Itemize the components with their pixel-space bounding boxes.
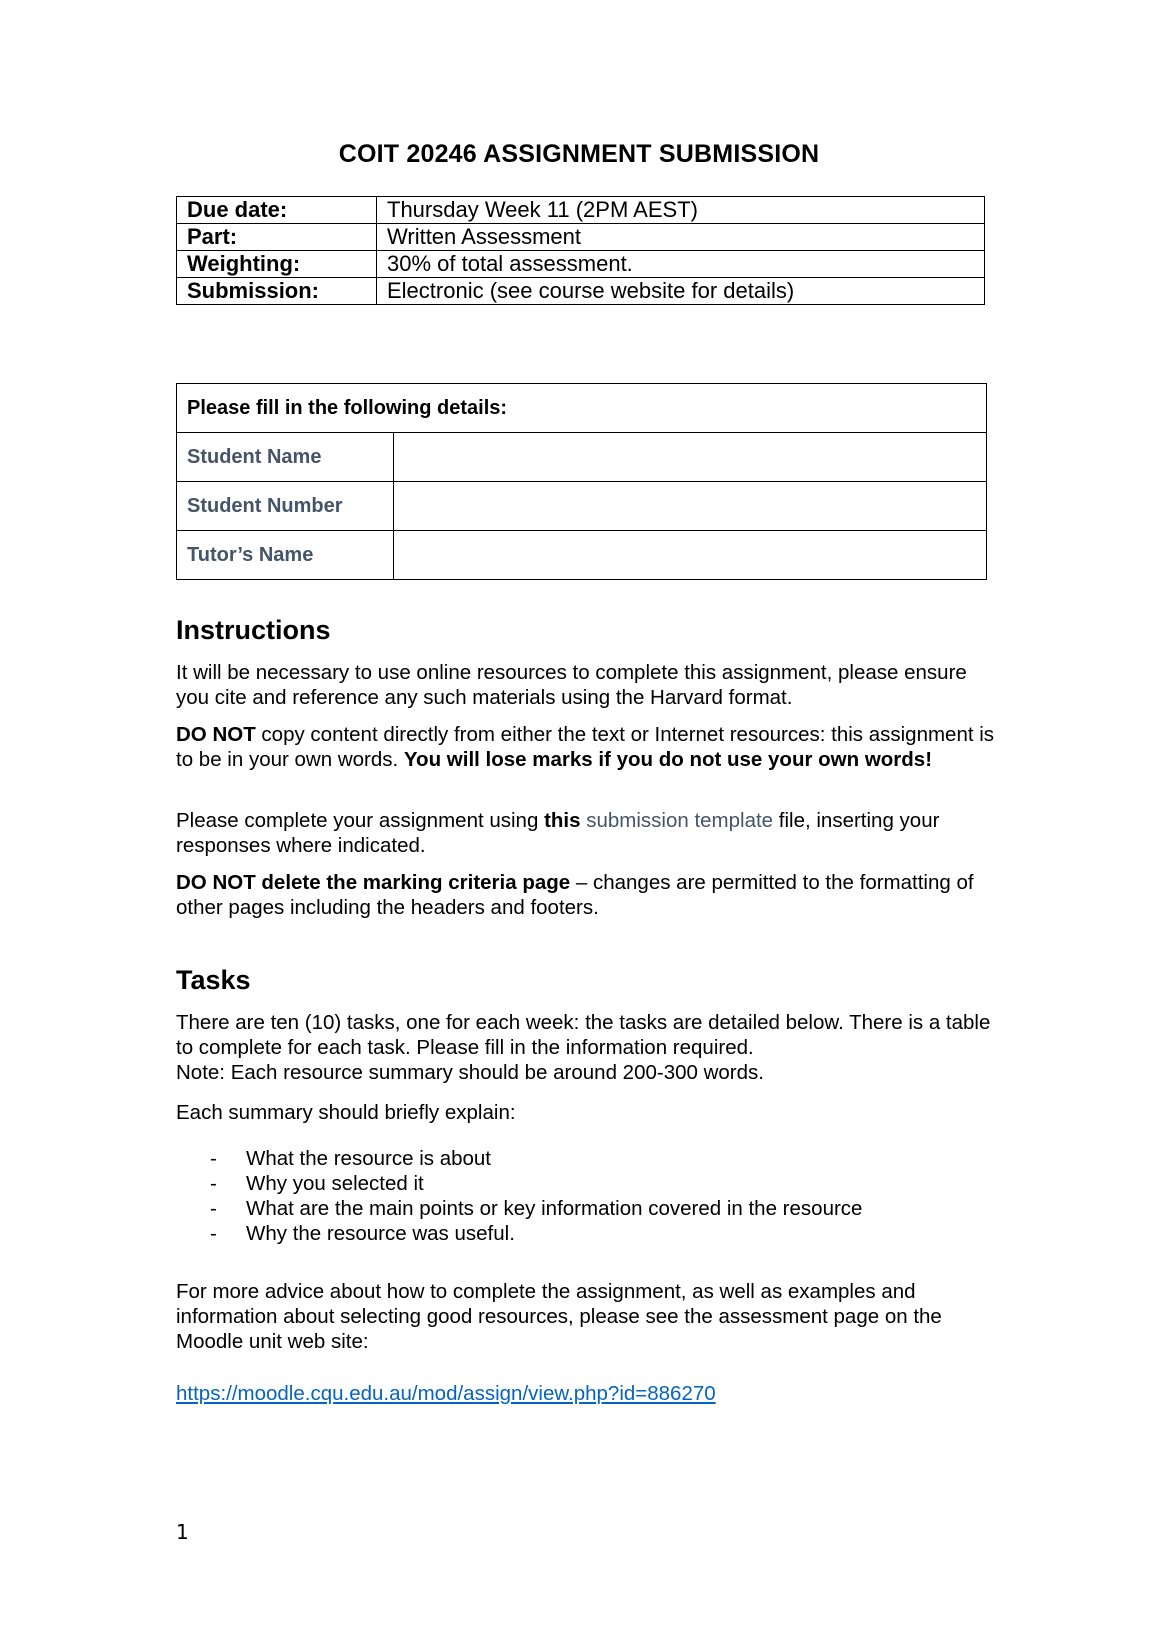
- tasks-paragraph-2: Each summary should briefly explain:: [176, 1101, 516, 1124]
- lose-marks-warning: You will lose marks if you do not use your own words!: [403, 748, 933, 771]
- page-number: 1: [176, 1520, 189, 1544]
- info-value: Electronic (see course website for details): [377, 278, 985, 305]
- paragraph-text: There are ten (10) tasks, one for each week: the tasks are detailed below. There is a table to complete for each task. Please fill in the information required.: [176, 1011, 991, 1059]
- instructions-paragraph-1: It will be necessary to use online resources to complete this assignment, please ensure you cite and reference any such materials using the Harvard format.: [176, 661, 967, 709]
- bullet-dash: -: [210, 1197, 217, 1220]
- bullet-dash: -: [210, 1222, 217, 1245]
- list-item: [176, 1171, 862, 1196]
- table-row: [177, 197, 985, 224]
- tutor-name-field[interactable]: [394, 531, 987, 580]
- marking-criteria-warning: DO NOT delete the marking criteria page: [176, 871, 571, 894]
- list-item-text: What are the main points or key information covered in the resource: [246, 1197, 863, 1220]
- summary-criteria-list: [176, 1146, 862, 1246]
- table-row: [177, 278, 985, 305]
- list-item: [176, 1196, 862, 1221]
- info-value: Thursday Week 11 (2PM AEST): [377, 197, 985, 224]
- table-row: [177, 224, 985, 251]
- moodle-assignment-link[interactable]: https://moodle.cqu.edu.au/mod/assign/view.php?id=886270: [176, 1382, 716, 1405]
- table-row: [177, 251, 985, 278]
- list-item-text: Why the resource was useful.: [246, 1222, 515, 1245]
- paragraph-text: file, inserting your responses where indicated.: [176, 809, 940, 857]
- paragraph-text: Please complete your assignment using: [176, 809, 545, 832]
- bullet-dash: -: [210, 1147, 217, 1170]
- tutor-name-label: Tutor’s Name: [177, 531, 394, 580]
- tasks-paragraph-3: For more advice about how to complete the assignment, as well as examples and information about selecting good resources, please see the assessment page on the Moodle unit web site:: [176, 1280, 942, 1353]
- table-row: [177, 531, 987, 580]
- tasks-heading: Tasks: [176, 965, 251, 995]
- bullet-dash: -: [210, 1172, 217, 1195]
- student-name-field[interactable]: [394, 433, 987, 482]
- info-key: Part:: [177, 224, 377, 251]
- paragraph-text: – changes are permitted to the formatting of other pages including the headers and footers.: [176, 871, 974, 919]
- this-emphasis: this: [544, 809, 581, 832]
- info-key: Weighting:: [177, 251, 377, 278]
- submission-template-link[interactable]: submission template: [580, 809, 774, 832]
- assignment-info-table: [176, 196, 985, 305]
- student-details-table: [176, 383, 987, 580]
- list-item-text: What the resource is about: [246, 1147, 491, 1170]
- do-not-emphasis: DO NOT: [176, 723, 256, 746]
- list-item-text: Why you selected it: [246, 1172, 424, 1195]
- info-key: Submission:: [177, 278, 377, 305]
- info-value: 30% of total assessment.: [377, 251, 985, 278]
- instructions-heading: Instructions: [176, 615, 331, 645]
- table-row: [177, 384, 987, 433]
- info-value: Written Assessment: [377, 224, 985, 251]
- details-heading: Please fill in the following details:: [177, 384, 987, 433]
- info-key: Due date:: [177, 197, 377, 224]
- student-number-field[interactable]: [394, 482, 987, 531]
- paragraph-text: copy content directly from either the text or Internet resources: this assignment is to be in your own words.: [176, 723, 995, 771]
- student-name-label: Student Name: [177, 433, 394, 482]
- page-title: COIT 20246 ASSIGNMENT SUBMISSION: [338, 140, 820, 168]
- moodle-link-paragraph: [176, 1381, 996, 1406]
- instructions-paragraph-4: [176, 870, 996, 920]
- list-item: [176, 1221, 862, 1246]
- paragraph-note: Note: Each resource summary should be around 200-300 words.: [176, 1061, 764, 1084]
- table-row: [177, 482, 987, 531]
- table-row: [177, 433, 987, 482]
- tasks-paragraph-1: [176, 1010, 996, 1085]
- list-item: [176, 1146, 862, 1171]
- instructions-paragraph-2: [176, 722, 996, 772]
- instructions-paragraph-3: [176, 808, 996, 858]
- student-number-label: Student Number: [177, 482, 394, 531]
